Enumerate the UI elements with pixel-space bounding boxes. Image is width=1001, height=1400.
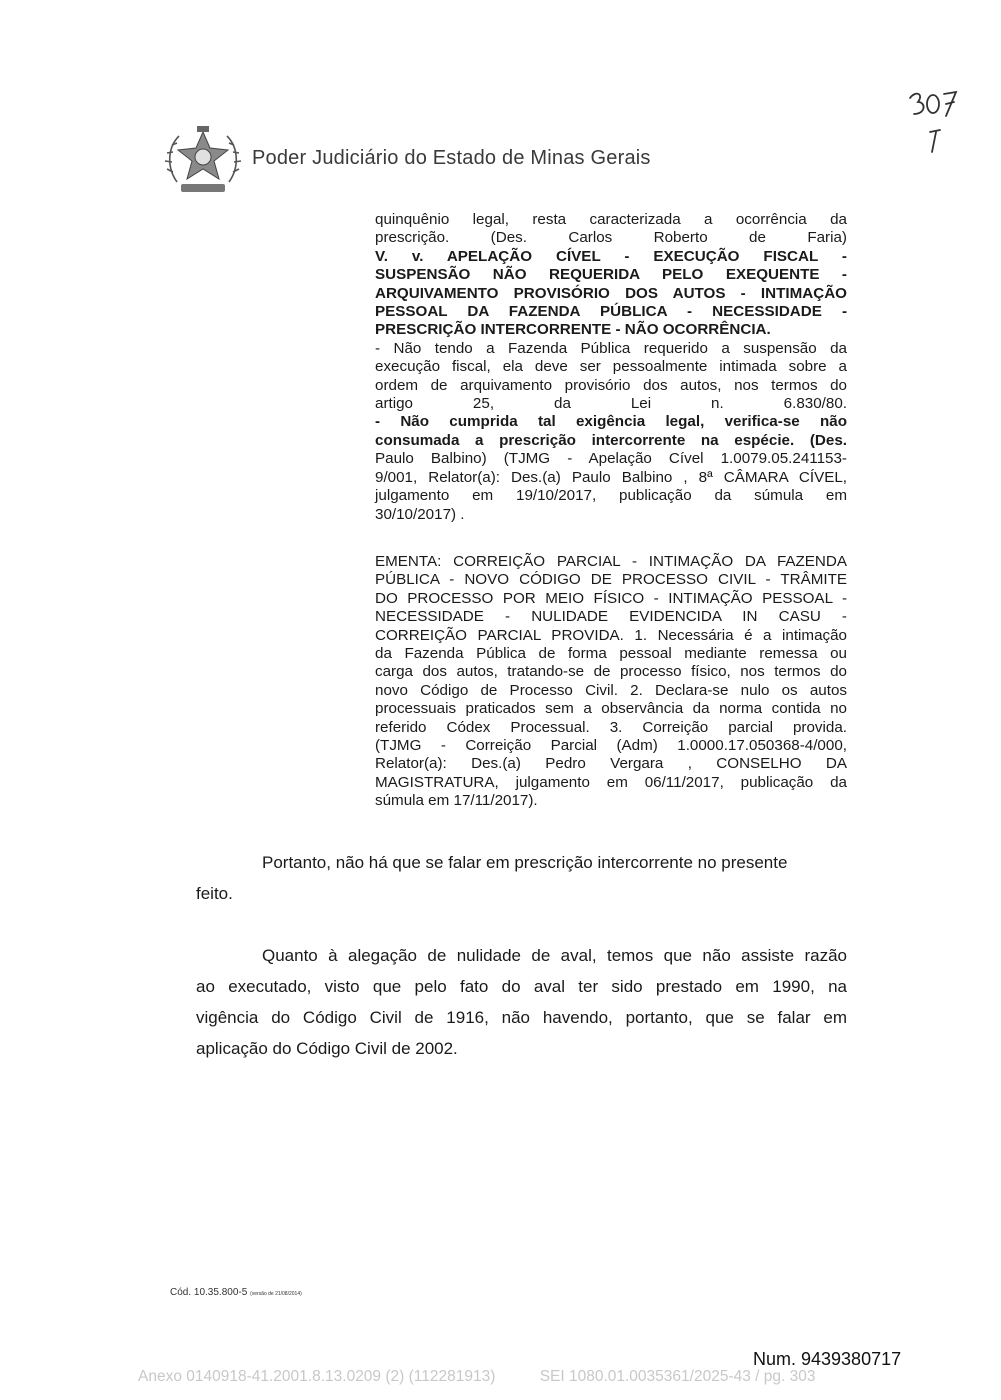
quote-line: 9/001, Relator(a): Des.(a) Paulo Balbino , 8ª CÂMARA CÍVEL, <box>375 468 847 486</box>
body-paragraph-2 <box>196 940 847 1064</box>
body-paragraph-1-line-1: Portanto, não há que se falar em prescrição intercorrente no presente <box>262 853 788 872</box>
quote-line: Paulo Balbino) (TJMG - Apelação Cível 1.0079.05.241153- <box>375 450 847 468</box>
quote-line: CORREIÇÃO PARCIAL PROVIDA. 1. Necessária é a intimação <box>375 626 847 644</box>
paragraph-line: vigência do Código Civil de 1916, não havendo, portanto, que se falar em <box>196 1008 847 1027</box>
jurisprudence-quote-1 <box>375 211 847 524</box>
annex-reference: Anexo 0140918-41.2001.8.13.0209 (2) (112281913) <box>138 1368 496 1385</box>
quote-line: 30/10/2017) . <box>375 505 465 523</box>
paragraph-line: Quanto à alegação de nulidade de aval, temos que não assiste razão <box>262 946 847 965</box>
quote-heading-line: SUSPENSÃO NÃO REQUERIDA PELO EXEQUENTE - <box>375 266 847 284</box>
form-code-number: Cód. 10.35.800-5 <box>170 1287 248 1298</box>
quote-line: prescrição. (Des. Carlos Roberto de Faria) <box>375 229 847 247</box>
quote-line: PÚBLICA - NOVO CÓDIGO DE PROCESSO CIVIL - TRÂMITE <box>375 571 847 589</box>
paragraph-line: ao executado, visto que pelo fato do aval ter sido prestado em 1990, na <box>196 977 847 996</box>
document-number: Num. 9439380717 <box>753 1349 902 1369</box>
quote-line: - Não tendo a Fazenda Pública requerido a suspensão da <box>375 339 847 357</box>
form-code <box>170 1287 302 1298</box>
quote-line: quinquênio legal, resta caracterizada a ocorrência da <box>375 211 847 228</box>
quote-line: referido Códex Processual. 3. Correição parcial provida. <box>375 718 847 736</box>
quote-emphasis-line: consumada a prescrição intercorrente na espécie. (Des. <box>375 431 847 449</box>
quote-line: súmula em 17/11/2017). <box>375 792 538 810</box>
quote-line: da Fazenda Pública de forma pessoal mediante remessa ou <box>375 645 847 663</box>
quote-heading-line: PESSOAL DA FAZENDA PÚBLICA - NECESSIDADE - <box>375 303 847 321</box>
quote-line: EMENTA: CORREIÇÃO PARCIAL - INTIMAÇÃO DA FAZENDA <box>375 553 847 570</box>
quote-line: MAGISTRATURA, julgamento em 06/11/2017, publicação da <box>375 773 847 791</box>
court-name: Poder Judiciário do Estado de Minas Gerais <box>252 147 651 169</box>
coat-of-arms-icon <box>163 122 243 198</box>
quote-line: (TJMG - Correição Parcial (Adm) 1.0000.17.050368-4/000, <box>375 737 847 755</box>
footer-watermark <box>138 1368 855 1386</box>
quote-line: ordem de arquivamento provisório dos autos, nos termos do <box>375 376 847 394</box>
body-paragraph-1-line-2: feito. <box>196 884 233 903</box>
quote-line: execução fiscal, ela deve ser pessoalmente intimada sobre a <box>375 358 847 376</box>
quote-line: artigo 25, da Lei n. 6.830/80. <box>375 395 847 413</box>
quote-heading-line: V. v. APELAÇÃO CÍVEL - EXECUÇÃO FISCAL - <box>375 247 847 265</box>
quote-line: DO PROCESSO POR MEIO FÍSICO - INTIMAÇÃO PESSOAL - <box>375 589 847 607</box>
jurisprudence-quote-2 <box>375 553 847 811</box>
handwritten-page-number <box>902 86 962 158</box>
quote-line: novo Código de Processo Civil. 2. Declara-se nulo os autos <box>375 681 847 699</box>
quote-line: Relator(a): Des.(a) Pedro Vergara , CONSELHO DA <box>375 755 847 773</box>
sei-reference: SEI 1080.01.0035361/2025-43 / pg. 303 <box>539 1368 816 1385</box>
quote-heading-line: PRESCRIÇÃO INTERCORRENTE - NÃO OCORRÊNCIA. <box>375 321 771 339</box>
form-code-version: (versão de 21/08/2014) <box>250 1291 302 1297</box>
quote-emphasis-line: - Não cumprida tal exigência legal, verifica-se não <box>375 413 847 431</box>
quote-line: carga dos autos, tratando-se de processo físico, nos termos do <box>375 663 847 681</box>
quote-line: processuais praticados sem a observância da norma contida no <box>375 700 847 718</box>
paragraph-line: aplicação do Código Civil de 2002. <box>196 1039 458 1058</box>
quote-heading-line: ARQUIVAMENTO PROVISÓRIO DOS AUTOS - INTIMAÇÃO <box>375 284 847 302</box>
quote-line: NECESSIDADE - NULIDADE EVIDENCIDA IN CASU - <box>375 608 847 626</box>
quote-line: julgamento em 19/10/2017, publicação da súmula em <box>375 487 847 505</box>
